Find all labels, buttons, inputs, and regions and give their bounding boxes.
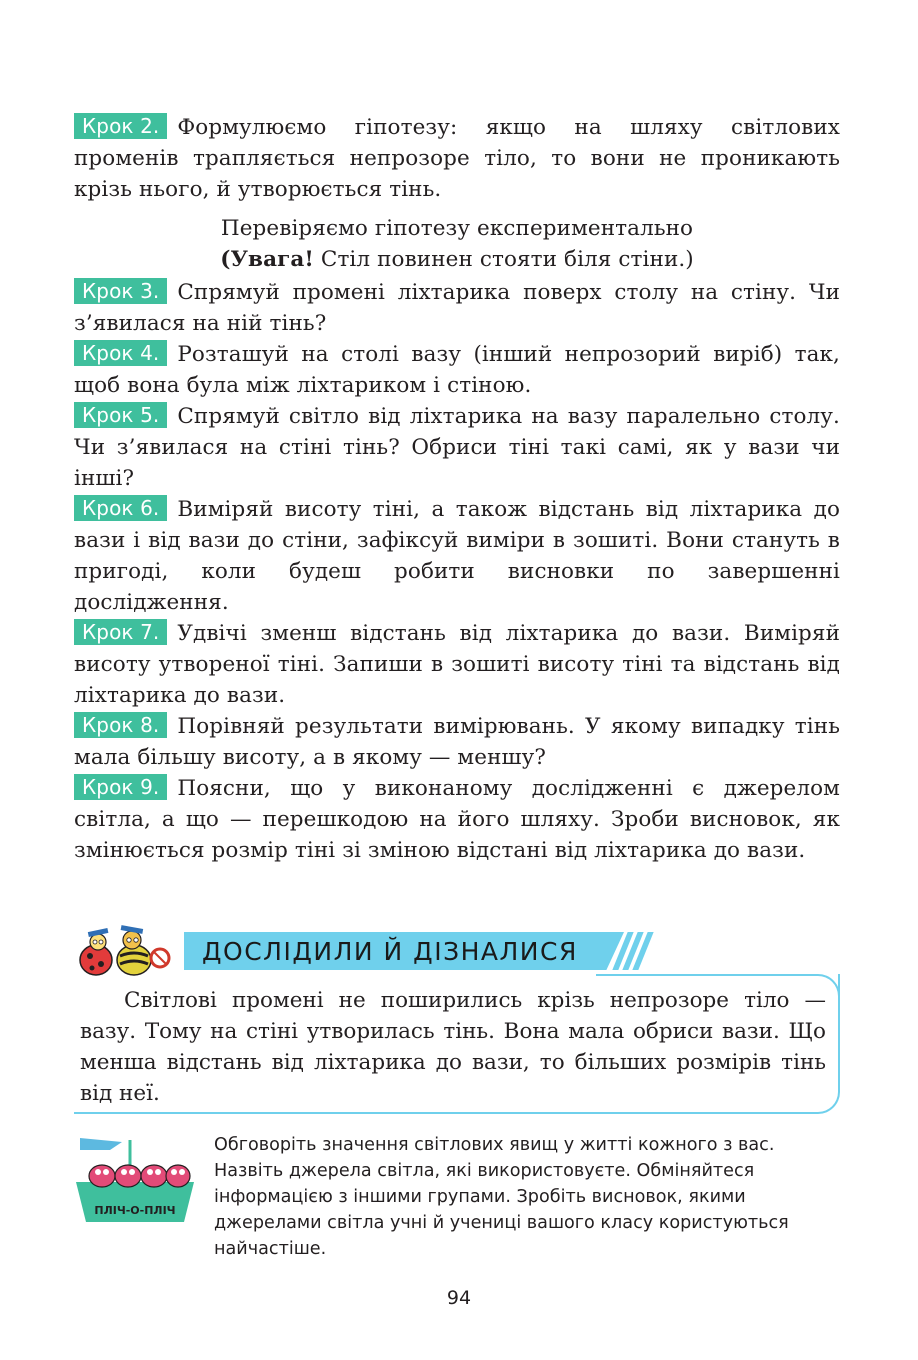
conclusion-header xyxy=(74,920,634,980)
step-text: Спрямуй світло від ліхтарика на вазу паралельно столу. Чи з’явилася на стіні тінь? Обриси тіні такі самі, як у вази чи інші? xyxy=(74,404,840,491)
experiment-heading-text: Перевіряємо гіпотезу експериментально xyxy=(220,216,694,241)
step-5 xyxy=(74,401,840,494)
step-text: Розташуй на столі вазу (інший непрозорий виріб) так, щоб вона була між ліхтариком і стіною. xyxy=(74,342,840,398)
step-8 xyxy=(74,711,840,773)
conclusion-title: ДОСЛІДИЛИ Й ДІЗНАЛИСЯ xyxy=(202,937,578,966)
step-3 xyxy=(74,277,840,339)
ladybug-mascot-icon xyxy=(74,920,184,980)
experiment-heading xyxy=(74,213,840,275)
step-text: Виміряй висоту тіні, а також відстань від ліхтарика до вази і від вази до стіни, зафіксуй виміри в зошиті. Вони стануть в пригоді, коли будеш робити висновки по завершенні дослідження. xyxy=(74,497,840,615)
group-work-text: Обговоріть значення світлових явищ у житті кожного з вас. Назвіть джерела світла, які використовуєте. Обміняйтеся інформацією з іншими групами. Зробіть висновок, якими джерелами світла учні й учениці вашого класу користуються найчастіше. xyxy=(214,1135,789,1259)
step-7 xyxy=(74,618,840,711)
page-number: 94 xyxy=(446,1287,472,1309)
step-4 xyxy=(74,339,840,401)
step-label: Крок 9. xyxy=(74,774,167,800)
warning-open: ( xyxy=(220,247,231,272)
step-label: Крок 6. xyxy=(74,495,167,521)
step-label: Крок 2. xyxy=(74,113,167,139)
bugs-group-icon xyxy=(72,1136,198,1228)
step-text: Спрямуй промені ліхтарика поверх столу на стіну. Чи з’явилася на ній тінь? xyxy=(74,280,840,336)
step-label: Крок 5. xyxy=(74,402,167,428)
step-text: Порівняй результати вимірювань. У якому випадку тінь мала більшу висоту, а в якому — меншу? xyxy=(74,714,840,770)
step-label: Крок 7. xyxy=(74,619,167,645)
warning-text: Стіл повинен стояти біля стіни.) xyxy=(313,247,694,272)
step-label: Крок 4. xyxy=(74,340,167,366)
step-9 xyxy=(74,773,840,866)
step-label: Крок 8. xyxy=(74,712,167,738)
steps-block xyxy=(74,112,840,866)
conclusion-text: Світлові промені не поширились крізь непрозоре тіло — вазу. Тому на стіні утворилась тінь. Вона мала обриси вази. Що менша відстань від ліхтарика до вази, то більших розмірів тінь від неї. xyxy=(80,988,826,1106)
step-6 xyxy=(74,494,840,618)
group-badge: ПЛІЧ-О-ПЛІЧ xyxy=(94,1204,176,1217)
step-text: Поясни, що у виконаному дослідженні є джерелом світла, а що — перешкодою на його шляху. Зроби висновок, як змінюється розмір тіні зі зміною відстані від ліхтарика до вази. xyxy=(74,776,840,863)
step-label: Крок 3. xyxy=(74,278,167,304)
step-2 xyxy=(74,112,840,205)
step-text: Формулюємо гіпотезу: якщо на шляху світлових променів трапляється непрозоре тіло, то вони не проникають крізь нього, й утворюється тінь. xyxy=(74,115,840,202)
conclusion-body xyxy=(80,985,826,1109)
step-text: Удвічі зменш відстань від ліхтарика до вази. Виміряй висоту утвореної тіні. Запиши в зошиті висоту тіні та відстань від ліхтарика до вази. xyxy=(74,621,840,708)
warning-bold: Увага! xyxy=(230,247,314,272)
